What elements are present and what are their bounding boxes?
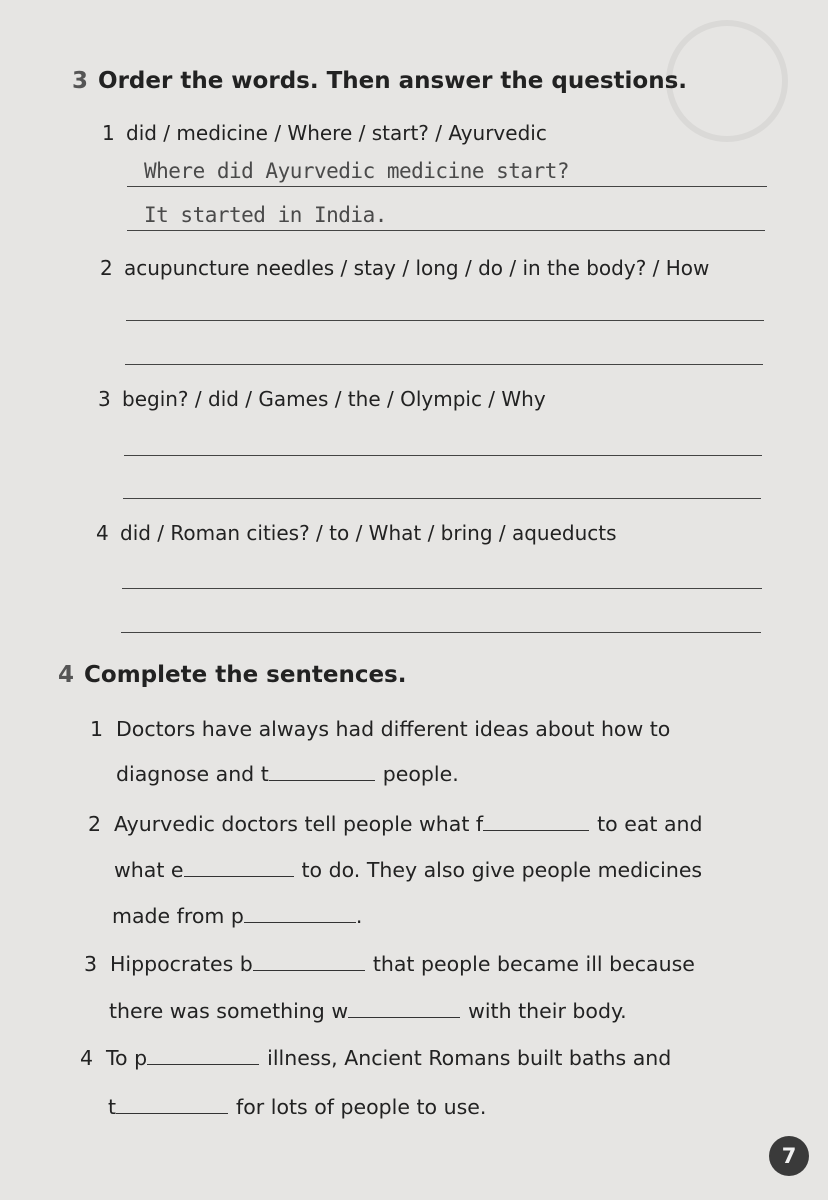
ex3-item-3: 3 begin? / did / Games / the / Olympic / Why — [98, 387, 546, 411]
ex4-sentence-2-line-3: made from p . — [112, 904, 363, 928]
exercise-4-heading — [58, 662, 406, 688]
ex3-item-1: 1 did / medicine / Where / start? / Ayurvedic — [102, 121, 547, 145]
page-number-badge: 7 — [769, 1136, 809, 1176]
answer-line[interactable] — [124, 455, 762, 456]
fill-in-blank[interactable] — [184, 858, 294, 877]
fill-in-blank[interactable] — [483, 812, 589, 831]
ex4-sentence-3-line-1: 3 Hippocrates b that people became ill because — [84, 952, 695, 976]
exercise-3-heading — [72, 68, 687, 94]
ex3-item-2: 2 acupuncture needles / stay / long / do / in the body? / How — [100, 256, 710, 280]
fill-in-blank[interactable] — [116, 1095, 228, 1114]
ex3-item-1-handwritten-question: Where did Ayurvedic medicine start? — [144, 159, 570, 183]
answer-line[interactable] — [121, 632, 761, 633]
ex4-sentence-4-line-1: 4 To p illness, Ancient Romans built baths and — [80, 1046, 672, 1070]
ex3-item-3-prompt: begin? / did / Games / the / Olympic / Why — [122, 387, 546, 411]
fill-in-blank[interactable] — [244, 904, 356, 923]
answer-line[interactable] — [127, 186, 767, 187]
ex3-item-1-handwritten-answer: It started in India. — [144, 203, 387, 227]
answer-line[interactable] — [126, 320, 764, 321]
ex3-item-4: 4 did / Roman cities? / to / What / bring / aqueducts — [96, 521, 617, 545]
answer-line[interactable] — [123, 498, 761, 499]
fill-in-blank[interactable] — [269, 762, 375, 781]
answer-line[interactable] — [125, 364, 763, 365]
ex4-sentence-1-line-2: diagnose and t people. — [116, 762, 459, 786]
fill-in-blank[interactable] — [253, 952, 365, 971]
exercise-3-number: 3 — [72, 68, 89, 94]
ex3-item-1-prompt: did / medicine / Where / start? / Ayurvedic — [126, 121, 547, 145]
answer-line[interactable] — [127, 230, 765, 231]
fill-in-blank[interactable] — [348, 999, 460, 1018]
fill-in-blank[interactable] — [147, 1046, 259, 1065]
ex3-item-2-prompt: acupuncture needles / stay / long / do / in the body? / How — [124, 256, 710, 280]
exercise-4-number: 4 — [58, 662, 75, 688]
ex3-item-4-prompt: did / Roman cities? / to / What / bring / aqueducts — [120, 521, 617, 545]
ex4-sentence-4-line-2: t for lots of people to use. — [108, 1095, 487, 1119]
exercise-3-title: Order the words. Then answer the questions. — [98, 68, 687, 94]
ex4-sentence-3-line-2: there was something w with their body. — [109, 999, 627, 1023]
exercise-4-title: Complete the sentences. — [84, 662, 407, 688]
ex4-sentence-2-line-1: 2 Ayurvedic doctors tell people what f to eat and — [88, 812, 703, 836]
ex4-sentence-2-line-2: what e to do. They also give people medicines — [114, 858, 703, 882]
answer-line[interactable] — [122, 588, 762, 589]
ex4-sentence-1-line-1: 1 Doctors have always had different ideas about how to — [90, 717, 671, 741]
